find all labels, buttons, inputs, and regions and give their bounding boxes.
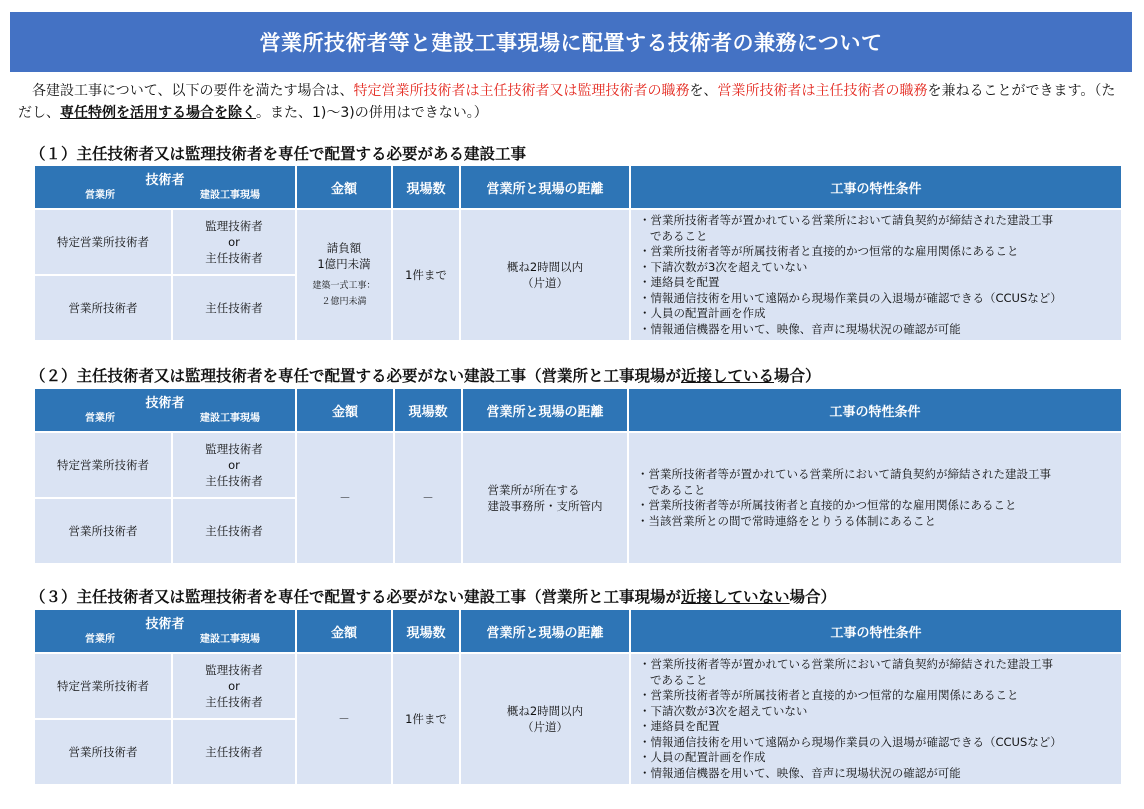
condition-item: ・連絡員を配置: [639, 275, 720, 289]
kingaku-line: 1億円未満: [317, 257, 371, 271]
condition-item: ・営業所技術者等が所属技術者と直接的かつ恒常的な雇用関係にあること: [637, 498, 1017, 512]
heading-underline: 近接している: [681, 367, 775, 385]
kingaku-line: 請負額: [326, 241, 362, 255]
row-eigyosho: 特定営業所技術者: [34, 209, 172, 275]
header-kyori: 営業所と現場の距離: [460, 609, 630, 653]
intro-text: を兼ねることができます。（ただし、: [18, 83, 1116, 121]
header-genba: 建設工事現場: [200, 190, 260, 201]
genbasu-cell: 1件まで: [392, 653, 460, 785]
conditions-cell: [630, 653, 1122, 785]
table-header-row: [34, 388, 1122, 432]
table-header-row: [34, 165, 1122, 209]
section-2-heading: [30, 364, 821, 386]
header-genba: 建設工事現場: [200, 634, 260, 645]
section-3-table: [33, 608, 1123, 786]
condition-item: であること: [650, 672, 708, 687]
kingaku-cell: [296, 209, 392, 341]
genba-or: or: [228, 679, 240, 693]
header-gijutsu: [34, 165, 296, 209]
condition-item: であること: [650, 228, 708, 243]
header-gijutsu-label: 技術者: [145, 617, 185, 632]
condition-item: ・営業所技術者等が所属技術者と直接的かつ恒常的な雇用関係にあること: [639, 244, 1019, 258]
genba-or: or: [228, 458, 240, 472]
condition-item: であること: [648, 482, 706, 497]
row-genba: [172, 432, 296, 498]
kingaku-cell: －: [296, 432, 394, 564]
kyori-line: 概ね2時間以内: [506, 704, 584, 718]
condition-item: ・人員の配置計画を作成: [639, 750, 766, 764]
condition-item: ・情報通信機器を用いて、映像、音声に現場状況の確認が可能: [639, 321, 961, 336]
heading-underline: 近接していない: [681, 588, 790, 606]
header-eigyosho: 営業所: [85, 413, 115, 424]
condition-item: ・情報通信技術を用いて遠隔から現場作業員の入退場が確認できる（CCUSなど）: [639, 734, 1062, 749]
heading-text: 場合）: [774, 367, 821, 385]
kingaku-cell: －: [296, 653, 392, 785]
header-kyori: 営業所と現場の距離: [462, 388, 628, 432]
kyori-line: （片道）: [522, 276, 568, 290]
condition-item: ・情報通信機器を用いて、映像、音声に現場状況の確認が可能: [639, 765, 961, 780]
header-kingaku: 金額: [296, 609, 392, 653]
genba-line: 主任技術者: [205, 695, 263, 709]
table-header-row: [34, 609, 1122, 653]
intro-text: を、: [689, 83, 718, 99]
table-row: [34, 209, 1122, 275]
table-row: [34, 653, 1122, 719]
heading-text: （３）主任技術者又は監理技術者を専任で配置する必要がない建設工事（営業所と工事現場が: [30, 588, 682, 606]
row-genba: 主任技術者: [172, 275, 296, 341]
header-tokusei: 工事の特性条件: [628, 388, 1122, 432]
section-1-heading: （１）主任技術者又は監理技術者を専任で配置する必要がある建設工事: [30, 145, 527, 163]
intro-highlight-2: 営業所技術者は主任技術者の職務: [717, 83, 928, 99]
kyori-cell: [462, 432, 628, 564]
header-gijutsu-label: 技術者: [145, 173, 185, 188]
condition-item: ・連絡員を配置: [639, 719, 720, 733]
row-genba: 主任技術者: [172, 719, 296, 785]
condition-item: ・下請次数が3次を超えていない: [639, 703, 808, 718]
genbasu-cell: －: [394, 432, 462, 564]
condition-item: ・下請次数が3次を超えていない: [639, 259, 808, 274]
kyori-cell: [460, 653, 630, 785]
header-eigyosho: 営業所: [85, 634, 115, 645]
section-2-table: [33, 387, 1123, 565]
table-row: [34, 432, 1122, 498]
header-genba: 建設工事現場: [200, 413, 260, 424]
condition-item: ・営業所技術者等が置かれている営業所において請負契約が締結された建設工事: [639, 213, 1053, 227]
heading-text: （２）主任技術者又は監理技術者を専任で配置する必要がない建設工事（営業所と工事現場が: [30, 367, 682, 385]
row-genba: [172, 653, 296, 719]
genba-line: 監理技術者: [205, 219, 263, 233]
condition-item: ・営業所技術者等が所属技術者と直接的かつ恒常的な雇用関係にあること: [639, 688, 1019, 702]
genba-or: or: [228, 235, 240, 249]
conditions-cell: [628, 432, 1122, 564]
genbasu-cell: 1件まで: [392, 209, 460, 341]
condition-item: ・情報通信技術を用いて遠隔から現場作業員の入退場が確認できる（CCUSなど）: [639, 290, 1062, 305]
intro-paragraph: [18, 80, 1128, 124]
header-genbasu: 現場数: [392, 609, 460, 653]
row-genba: 主任技術者: [172, 498, 296, 564]
condition-item: ・営業所技術者等が置かれている営業所において請負契約が締結された建設工事: [639, 657, 1053, 671]
intro-emphasis: 専任特例を活用する場合を除く: [60, 105, 256, 121]
heading-text: 場合）: [789, 588, 837, 606]
kyori-line: 営業所が所在する: [487, 483, 580, 497]
header-gijutsu: [34, 609, 296, 653]
header-eigyosho: 営業所: [85, 190, 115, 201]
genba-line: 監理技術者: [205, 663, 263, 677]
kingaku-note: 建築一式工事：: [312, 281, 376, 291]
kyori-line: （片道）: [522, 720, 568, 734]
row-eigyosho: 特定営業所技術者: [34, 432, 172, 498]
header-kingaku: 金額: [296, 388, 394, 432]
header-kingaku: 金額: [296, 165, 392, 209]
header-gijutsu: [34, 388, 296, 432]
row-eigyosho: 営業所技術者: [34, 719, 172, 785]
intro-text: 各建設工事について、以下の要件を満たす場合は、: [18, 83, 354, 99]
header-tokusei: 工事の特性条件: [630, 609, 1122, 653]
genba-line: 主任技術者: [205, 251, 263, 265]
intro-highlight-1: 特定営業所技術者は主任技術者又は監理技術者の職務: [353, 83, 690, 99]
intro-text: 。また、1)～3)の併用はできない。）: [256, 105, 488, 121]
header-genbasu: 現場数: [392, 165, 460, 209]
row-eigyosho: 営業所技術者: [34, 275, 172, 341]
kingaku-note: ２億円未満: [321, 297, 367, 307]
kyori-line: 建設事務所・支所管内: [487, 499, 603, 513]
kyori-line: 概ね2時間以内: [506, 260, 584, 274]
section-3-heading: [30, 585, 836, 607]
genba-line: 監理技術者: [205, 442, 263, 456]
header-gijutsu-label: 技術者: [145, 396, 185, 411]
page-title: 営業所技術者等と建設工事現場に配置する技術者の兼務について: [10, 12, 1132, 72]
condition-item: ・営業所技術者等が置かれている営業所において請負契約が締結された建設工事: [637, 467, 1051, 481]
condition-item: ・人員の配置計画を作成: [639, 306, 766, 320]
row-genba: [172, 209, 296, 275]
genba-line: 主任技術者: [205, 474, 263, 488]
kyori-cell: [460, 209, 630, 341]
conditions-cell: [630, 209, 1122, 341]
row-eigyosho: 営業所技術者: [34, 498, 172, 564]
header-kyori: 営業所と現場の距離: [460, 165, 630, 209]
row-eigyosho: 特定営業所技術者: [34, 653, 172, 719]
header-tokusei: 工事の特性条件: [630, 165, 1122, 209]
condition-item: ・当該営業所との間で常時連絡をとりうる体制にあること: [637, 513, 936, 528]
section-1-table: [33, 164, 1123, 342]
header-genbasu: 現場数: [394, 388, 462, 432]
